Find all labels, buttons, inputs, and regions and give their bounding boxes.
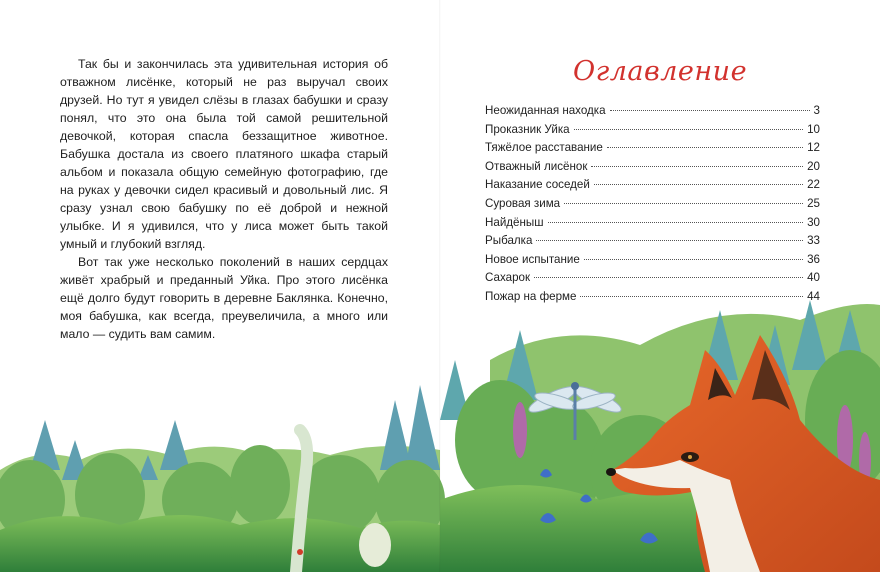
- toc-leader-dots: [591, 166, 803, 167]
- toc-entry-page: 30: [807, 215, 820, 229]
- toc-entry-page: 3: [813, 104, 820, 117]
- toc-leader-dots: [564, 203, 803, 204]
- toc-entry[interactable]: [485, 253, 820, 272]
- toc-entry[interactable]: [485, 178, 820, 197]
- toc-leader-dots: [534, 277, 803, 278]
- toc-leader-dots: [548, 222, 804, 223]
- toc-entry-page: 10: [807, 122, 820, 136]
- toc-entry[interactable]: [485, 141, 820, 160]
- toc-entry-page: 20: [807, 159, 820, 173]
- story-paragraph: Так бы и закончилась эта удивительная история об отважном лисёнке, который не раз выручал своих друзей. Но тут я увидел слёзы в глазах бабушки и сразу понял, что это она была той самой решительной девочкой, которая спасла беззащитное животное. Бабушка достала из своего платяного шкафа старый альбом и показала общую семейную фотографию, где на руках у девочки сидел красивый и довольный лис. Я сразу узнал свою бабушку по её доброй и нежной улыбке. И я удивился, что у лиса может быть такой умный и глубокий взгляд.: [60, 57, 388, 251]
- toc-leader-dots: [580, 296, 803, 297]
- toc-entry-page: 44: [807, 289, 820, 303]
- toc-entry[interactable]: [485, 216, 820, 235]
- toc-leader-dots: [536, 240, 803, 241]
- toc-entry[interactable]: [485, 160, 820, 179]
- toc-entry-title: Проказник Уйка: [485, 122, 570, 136]
- toc-entry-title: Сахарок: [485, 271, 531, 285]
- toc-entry[interactable]: [485, 123, 820, 142]
- toc-leader-dots: [610, 110, 810, 111]
- toc-entry-title: Тяжёлое расставание: [485, 141, 603, 155]
- toc-leader-dots: [574, 129, 804, 130]
- toc-entry-page: 40: [807, 271, 820, 285]
- toc-heading: Оглавление: [572, 56, 748, 87]
- toc-entry[interactable]: [485, 290, 820, 309]
- toc-entry-page: 33: [807, 234, 820, 248]
- toc-entry[interactable]: [485, 271, 820, 290]
- story-text: [60, 55, 388, 343]
- toc-leader-dots: [607, 147, 803, 148]
- toc-entry-title: Наказание соседей: [485, 178, 590, 192]
- toc-entry[interactable]: [485, 104, 820, 123]
- toc-entry-title: Новое испытание: [485, 252, 580, 266]
- toc-entry-page: 36: [807, 252, 820, 266]
- toc-entry-title: Суровая зима: [485, 196, 561, 210]
- toc-entry-title: Неожиданная находка: [485, 104, 606, 117]
- table-of-contents: [485, 104, 820, 309]
- toc-entry-page: 12: [807, 141, 820, 155]
- toc-entry-title: Отважный лисёнок: [485, 159, 588, 173]
- toc-entry[interactable]: [485, 234, 820, 253]
- toc-entry-title: Найдёныш: [485, 215, 544, 229]
- toc-leader-dots: [594, 184, 803, 185]
- toc-entry-page: 22: [807, 178, 820, 192]
- toc-entry-page: 25: [807, 196, 820, 210]
- right-page: [440, 0, 880, 572]
- story-paragraph: Вот так уже несколько поколений в наших сердцах живёт храбрый и преданный Уйка. Про этого лисёнка ещё долго будут говорить в деревне Баклянка. Конечно, моя бабушка, как всегда, преувеличила, а много или мало — судить вам самим.: [60, 255, 388, 341]
- toc-entry-title: Рыбалка: [485, 234, 533, 248]
- toc-entry[interactable]: [485, 197, 820, 216]
- toc-entry-title: Пожар на ферме: [485, 289, 577, 303]
- toc-leader-dots: [584, 259, 803, 260]
